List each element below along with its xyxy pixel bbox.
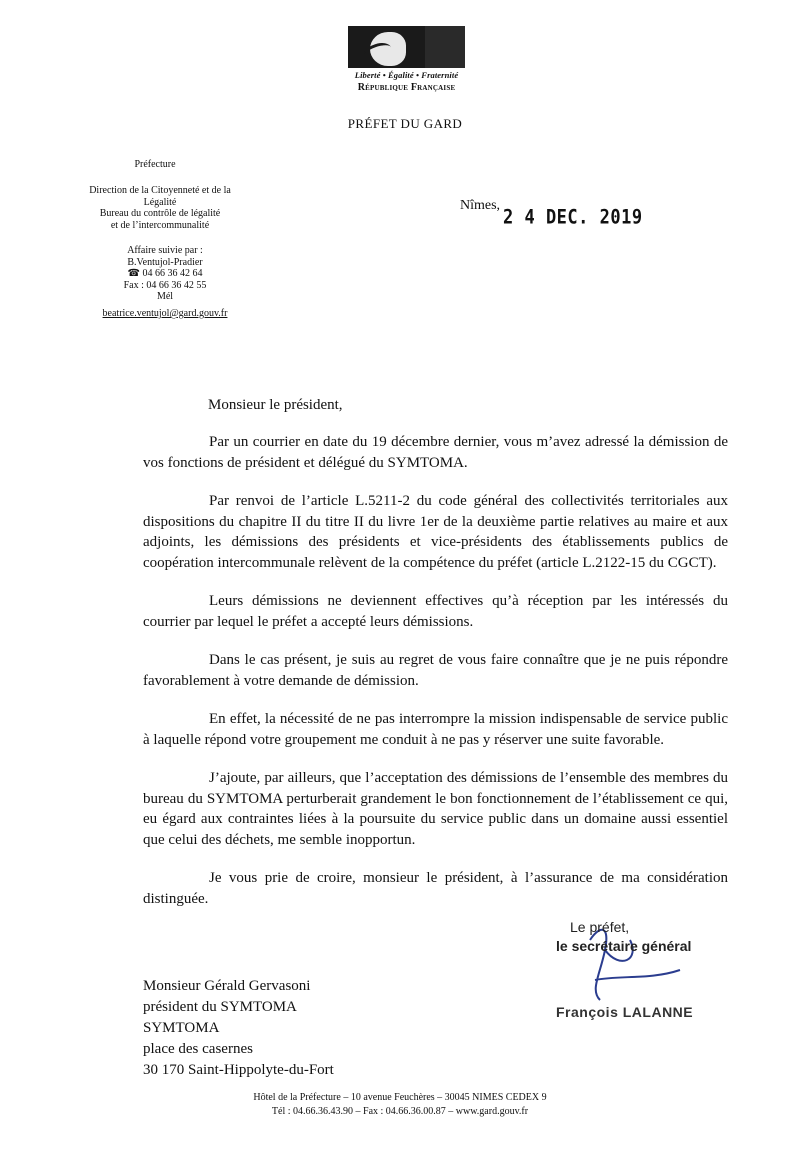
address-line: président du SYMTOMA — [143, 999, 297, 1015]
address-line: 30 170 Saint-Hippolyte-du-Fort — [143, 1062, 334, 1078]
address-line: Monsieur Gérald Gervasoni — [143, 978, 311, 994]
phone-line — [90, 268, 240, 280]
paragraph: Dans le cas présent, je suis au regret de vous faire connaître que je ne puis répondre favorablement à votre demande de démission. — [143, 652, 728, 689]
fax-line: Fax : 04 66 36 42 55 — [123, 279, 207, 291]
paragraph: Par un courrier en date du 19 décembre dernier, vous m’avez adressé la démission de vos fonctions de président et délégué du SYMTOMA. — [143, 434, 728, 471]
letter-body — [143, 432, 728, 927]
paragraph: En effet, la nécessité de ne pas interrompre la mission indispensable de service public à laquelle répond votre groupement me conduit à ne pas y réserver une suite favorable. — [143, 711, 728, 748]
paragraph: Leurs démissions ne deviennent effectives qu’à réception par les intéressés du courrier par lequel le préfet a accepté leurs démissions. — [143, 593, 728, 630]
date-stamp: 2 4 DEC. 2019 — [503, 206, 643, 229]
mel-label: Mél — [156, 291, 174, 302]
direction-line: Légalité — [143, 196, 177, 208]
footer — [180, 1091, 620, 1119]
footer-address: Hôtel de la Préfecture – 10 avenue Feuchères – 30045 NIMES CEDEX 9 — [253, 1092, 547, 1103]
marianne-logo — [348, 26, 465, 68]
direction-line: Direction de la Citoyenneté et de la — [89, 185, 231, 196]
footer-contact: Tél : 04.66.36.43.90 – Fax : 04.66.36.00.87 – www.gard.gouv.fr — [271, 1106, 529, 1117]
republic-motto: Liberté • Égalité • Fraternité — [354, 70, 459, 80]
signature-role: le secrétaire général — [556, 938, 692, 954]
address-line: place des casernes — [143, 1041, 253, 1057]
direction-block — [70, 185, 250, 231]
salutation: Monsieur le président, — [208, 397, 343, 413]
prefect-title: PRÉFET DU GARD — [347, 116, 463, 131]
agent-name: B.Ventujol-Pradier — [127, 256, 203, 268]
prefecture-label: Préfecture — [134, 159, 176, 170]
recipient-address — [143, 976, 334, 1081]
paragraph: Je vous prie de croire, monsieur le président, à l’assurance de ma considération distinguée. — [143, 870, 728, 907]
contact-block — [90, 245, 240, 303]
affaire-label: Affaire suivie par : — [127, 245, 203, 256]
direction-line: Bureau du contrôle de légalité — [99, 208, 221, 219]
signatory-name: François LALANNE — [556, 1004, 694, 1020]
paragraph: Par renvoi de l’article L.5211-2 du code général des collectivités territoriales aux dispositions du chapitre II du titre II du livre 1er de la deuxième partie relatives au maire et aux adjoints, les démissions des présidents et vice-présidents des établissements publics de coopération intercommunale relèvent de la compétence du préfet (article L.2122-15 du CGCT). — [143, 493, 728, 571]
paragraph: J’ajoute, par ailleurs, que l’acceptation des démissions de l’ensemble des membres du bureau du SYMTOMA perturberait grandement le bon fonctionnement de l’établissement ce qui, eu égard aux contraintes liées à la poursuite du service public dans un domaine aussi essentiel que celui des déchets, me semble inopportun. — [143, 770, 728, 848]
signature-stamp — [556, 918, 691, 956]
date-place: Nîmes, — [460, 198, 501, 213]
phone-number: 04 66 36 42 64 — [142, 268, 203, 279]
signature-title: Le préfet, — [570, 919, 630, 935]
address-line: SYMTOMA — [143, 1020, 220, 1036]
direction-line: et de l’intercommunalité — [110, 219, 210, 231]
republic-name: République Française — [357, 82, 456, 93]
email-link[interactable]: beatrice.ventujol@gard.gouv.fr — [102, 308, 228, 319]
phone-icon: ☎ — [127, 268, 140, 279]
